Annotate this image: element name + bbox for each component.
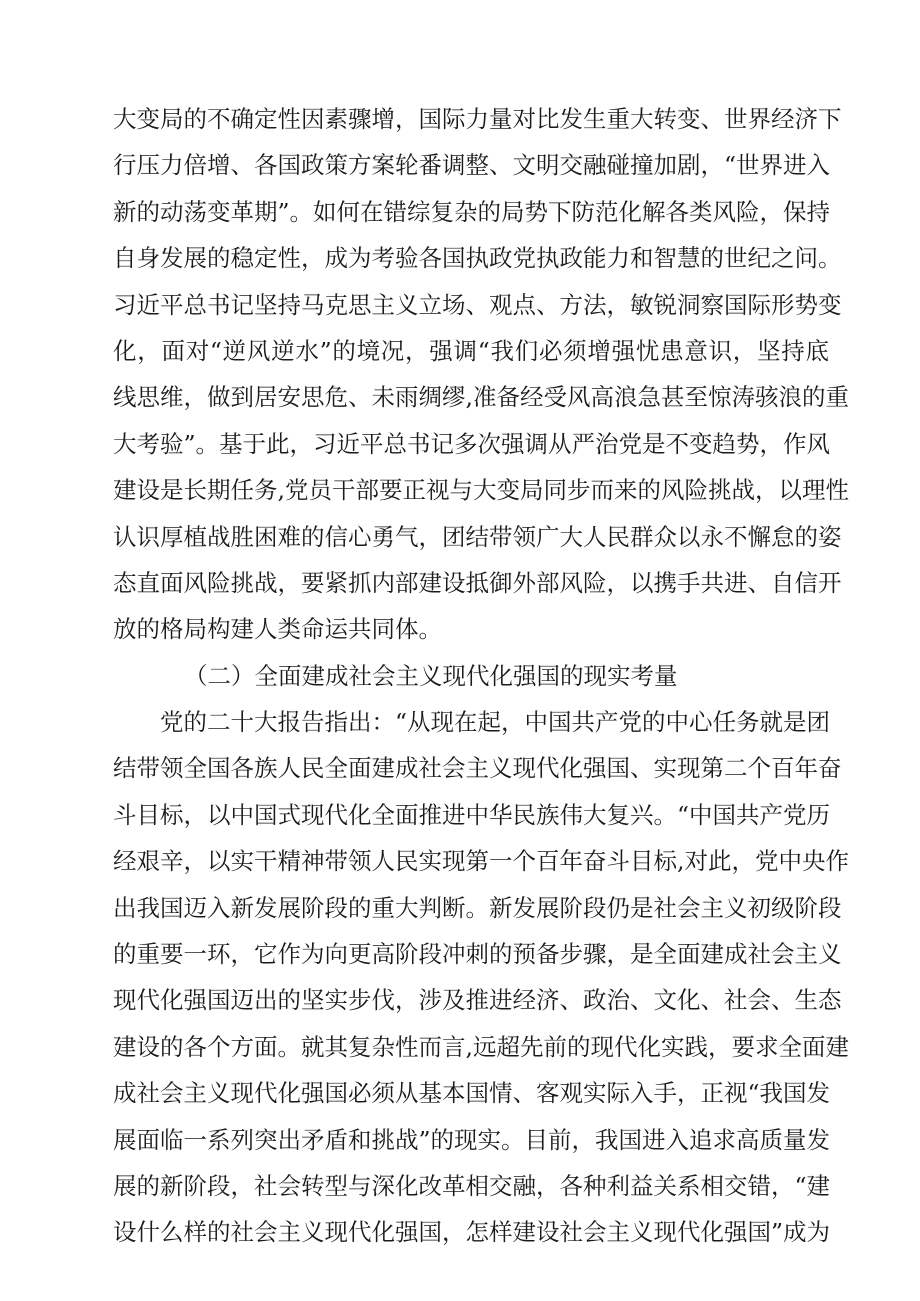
text-line: 斗目标，以中国式现代化全面推进中华民族伟大复兴。“中国共产党历 — [113, 800, 831, 829]
text-line: 展的新阶段，社会转型与深化改革相交融，各种利益关系相交错，“建 — [113, 1171, 831, 1200]
section-heading: （二）全面建成社会主义现代化强国的现实考量 — [184, 661, 678, 690]
text-line: 认识厚植战胜困难的信心勇气，团结带领广大人民群众以永不懈怠的姿 — [113, 522, 842, 551]
text-line: 自身发展的稳定性，成为考验各国执政党执政能力和智慧的世纪之问。 — [113, 244, 842, 273]
text-line: 大变局的不确定性因素骤增，国际力量对比发生重大转变、世界经济下 — [113, 105, 842, 133]
text-line: 建设的各个方面。就其复杂性而言,远超先前的现代化实践，要求全面建 — [113, 1032, 849, 1061]
text-line: 设什么样的社会主义现代化强国，怎样建设社会主义现代化强国”成为 — [113, 1218, 831, 1247]
text-line: 现代化强国迈出的坚实步伐，涉及推进经济、政治、文化、社会、生态 — [113, 986, 842, 1015]
text-line: 成社会主义现代化强国必须从基本国情、客观实际入手，正视“我国发 — [113, 1079, 831, 1108]
text-line: 态直面风险挑战，要紧抓内部建设抵御外部风险，以携手共进、自信开 — [113, 568, 842, 597]
text-line: 展面临一系列突出矛盾和挑战”的现实。目前，我国进入追求高质量发 — [113, 1125, 831, 1154]
text-line: 新的动荡变革期”。如何在错综复杂的局势下防范化解各类风险，保持 — [113, 197, 831, 226]
text-line: 建设是长期任务,党员干部要正视与大变局同步而来的风险挑战，以理性 — [113, 476, 849, 505]
paragraph-2 — [113, 699, 849, 1256]
text-line: 习近平总书记坚持马克思主义立场、观点、方法，敏锐洞察国际形势变 — [113, 290, 842, 319]
document-body — [113, 96, 849, 1256]
text-line: 化，面对“逆风逆水”的境况，强调“我们必须增强忧患意识，坚持底 — [113, 336, 829, 365]
text-line: 党的二十大报告指出：“从现在起，中国共产党的中心任务就是团 — [160, 708, 831, 737]
text-line: 大考验”。基于此，习近平总书记多次强调从严治党是不变趋势，作风 — [113, 429, 831, 458]
text-line: 行压力倍增、各国政策方案轮番调整、文明交融碰撞加剧，“世界进入 — [113, 151, 831, 180]
text-line: 结带领全国各族人民全面建成社会主义现代化强国、实现第二个百年奋 — [113, 754, 842, 783]
paragraph-1 — [113, 96, 849, 653]
text-line: 线思维，做到居安思危、未雨绸缪,准备经受风高浪急甚至惊涛骇浪的重 — [113, 383, 849, 412]
text-line: 经艰辛，以实干精神带领人民实现第一个百年奋斗目标,对此，党中央作 — [113, 847, 849, 876]
text-line: 的重要一环，它作为向更高阶段冲刺的预备步骤，是全面建成社会主义 — [113, 940, 842, 969]
text-line: 出我国迈入新发展阶段的重大判断。新发展阶段仍是社会主义初级阶段 — [113, 893, 842, 922]
text-line: 放的格局构建人类命运共同体。 — [113, 615, 442, 644]
